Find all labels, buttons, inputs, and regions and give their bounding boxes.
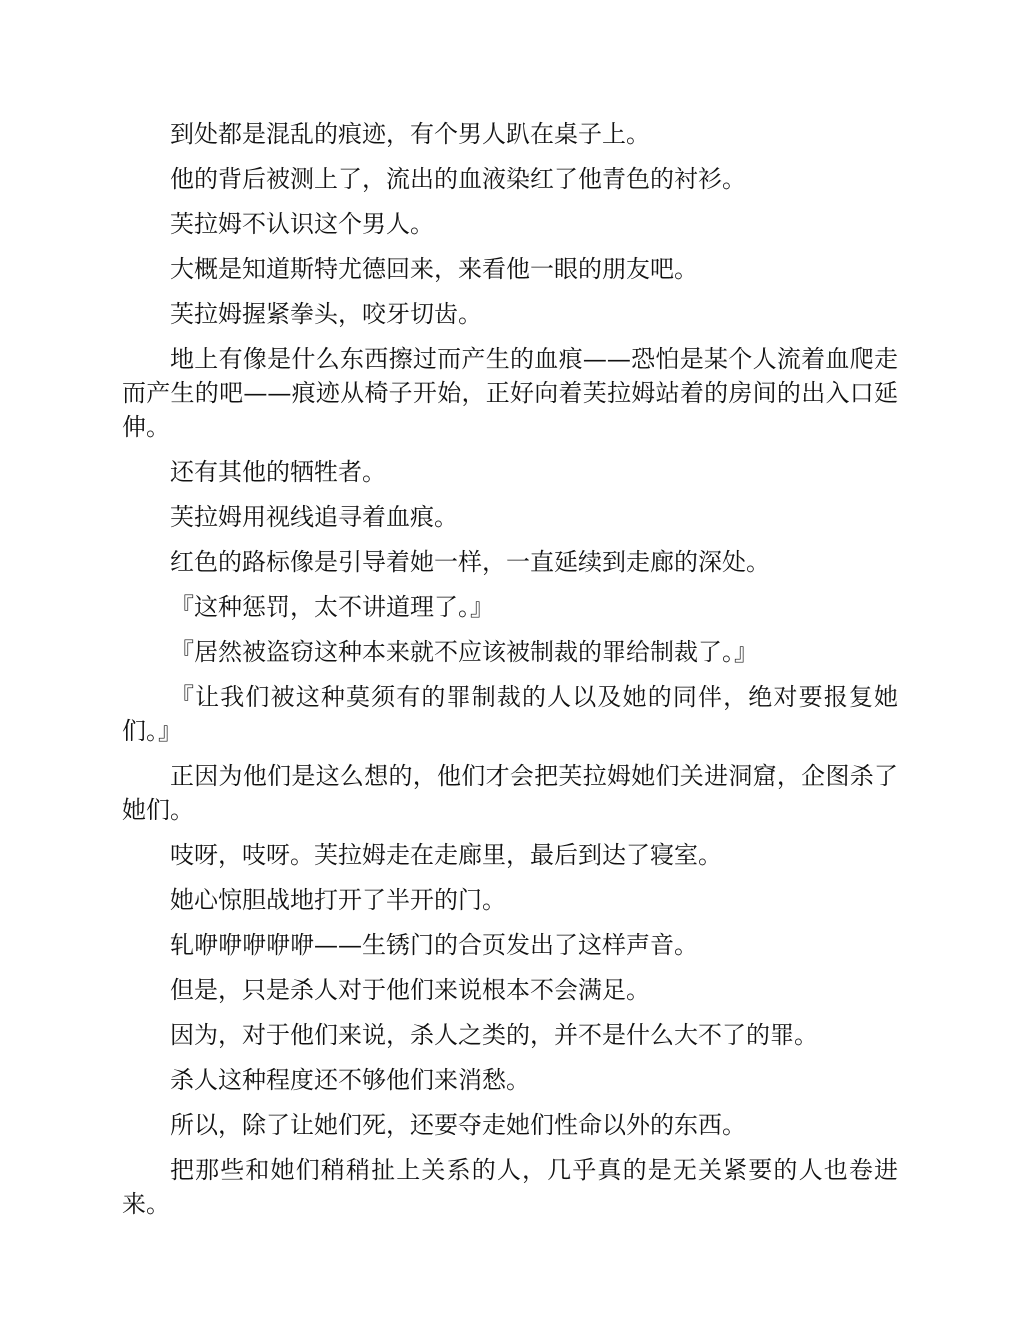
paragraph: 轧咿咿咿咿咿——生锈门的合页发出了这样声音。 bbox=[170, 931, 698, 959]
paragraph: 『这种惩罚，太不讲道理了。』 bbox=[170, 593, 494, 621]
paragraph: 『让我们被这种莫须有的罪制裁的人以及她的同伴，绝对要报复她们。』 bbox=[122, 683, 898, 745]
paragraph: 大概是知道斯特尤德回来，来看他一眼的朋友吧。 bbox=[170, 255, 698, 283]
paragraph: 把那些和她们稍稍扯上关系的人，几乎真的是无关紧要的人也卷进来。 bbox=[122, 1156, 898, 1218]
paragraph: 『居然被盗窃这种本来就不应该被制裁的罪给制裁了。』 bbox=[170, 638, 758, 666]
paragraph: 芙拉姆不认识这个男人。 bbox=[170, 210, 434, 238]
paragraph: 红色的路标像是引导着她一样，一直延续到走廊的深处。 bbox=[170, 548, 770, 576]
paragraph: 正因为他们是这么想的，他们才会把芙拉姆她们关进洞窟，企图杀了她们。 bbox=[122, 762, 898, 824]
paragraph: 地上有像是什么东西擦过而产生的血痕——恐怕是某个人流着血爬走而产生的吧——痕迹从椅子开始，正好向着芙拉姆站着的房间的出入口延伸。 bbox=[122, 345, 898, 441]
document-page bbox=[122, 117, 898, 1232]
paragraph: 吱呀，吱呀。芙拉姆走在走廊里，最后到达了寝室。 bbox=[170, 841, 722, 869]
paragraph: 因为，对于他们来说，杀人之类的，并不是什么大不了的罪。 bbox=[170, 1021, 818, 1049]
paragraph: 他的背后被测上了，流出的血液染红了他青色的衬衫。 bbox=[170, 165, 746, 193]
paragraph: 所以，除了让她们死，还要夺走她们性命以外的东西。 bbox=[170, 1111, 746, 1139]
paragraph: 杀人这种程度还不够他们来消愁。 bbox=[170, 1066, 530, 1094]
paragraph: 还有其他的牺牲者。 bbox=[170, 458, 386, 486]
paragraph: 她心惊胆战地打开了半开的门。 bbox=[170, 886, 506, 914]
paragraph: 芙拉姆用视线追寻着血痕。 bbox=[170, 503, 458, 531]
paragraph: 但是，只是杀人对于他们来说根本不会满足。 bbox=[170, 976, 650, 1004]
paragraph: 芙拉姆握紧拳头，咬牙切齿。 bbox=[170, 300, 482, 328]
paragraph: 到处都是混乱的痕迹，有个男人趴在桌子上。 bbox=[170, 120, 650, 148]
